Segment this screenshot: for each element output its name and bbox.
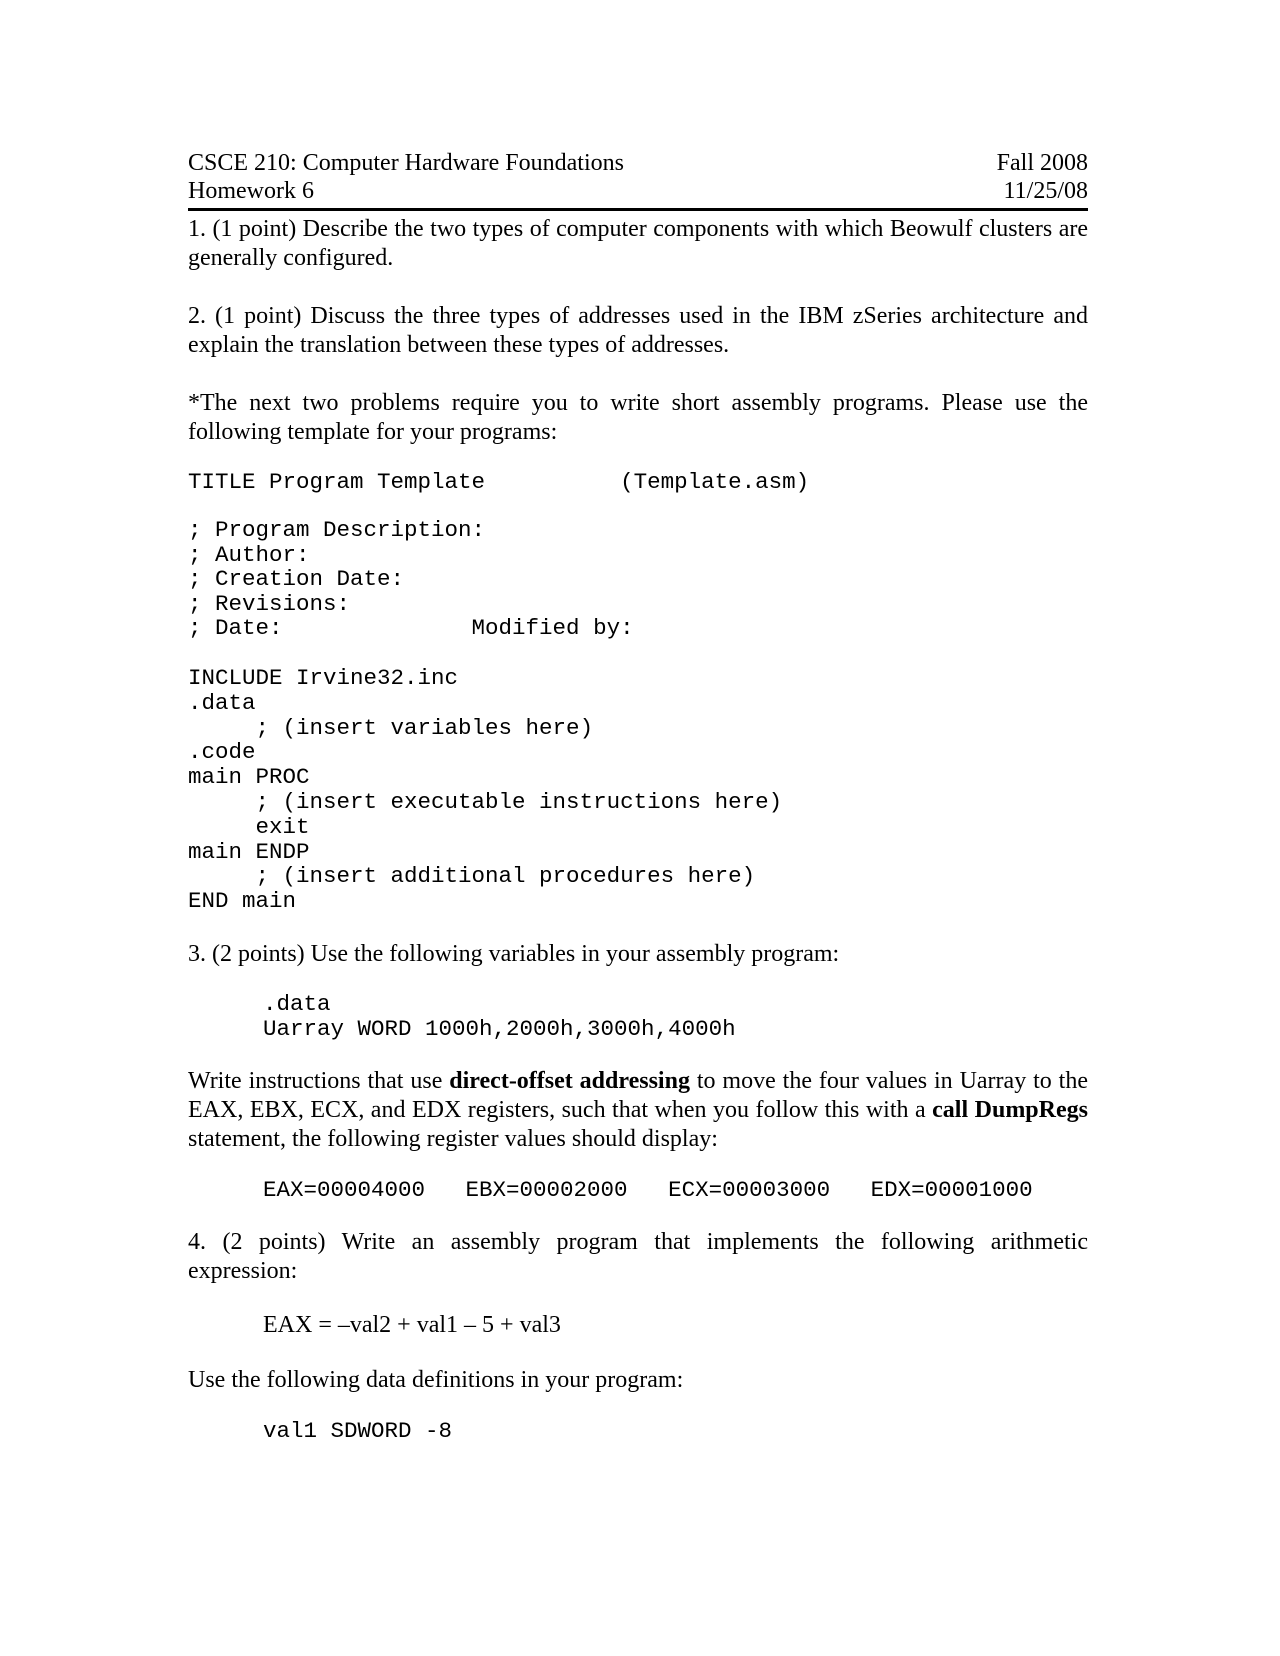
term-label: Fall 2008 <box>996 150 1088 176</box>
q3-body-part3: statement, the following register values should display: <box>188 1125 718 1152</box>
q3-bold-direct-offset: direct-offset addressing <box>449 1067 690 1094</box>
date-label: 11/25/08 <box>1003 178 1088 204</box>
q3-bold-call-dumpregs: call DumpRegs <box>932 1096 1088 1123</box>
template-note: *The next two problems require you to write short assembly programs. Please use the following template for your programs: <box>188 390 1088 445</box>
header-row-2 <box>188 177 1088 205</box>
header-divider <box>188 208 1088 211</box>
q3-body-part2: to move the four values in Uarray to the EAX, EBX, ECX, and EDX registers, such that when you follow this with a <box>188 1067 1088 1123</box>
question-2: 2. (1 point) Discuss the three types of addresses used in the IBM zSeries architecture and explain the translation between these types of addresses. <box>188 303 1088 358</box>
template-code: INCLUDE Irvine32.inc .data ; (insert variables here) .code main PROC ; (insert executable instructions here) exit main ENDP ; (insert additional procedures here) END main <box>188 664 783 915</box>
assignment-title: Homework 6 <box>188 178 314 204</box>
course-title: CSCE 210: Computer Hardware Foundations <box>188 150 624 176</box>
q3-body-part1: Write instructions that use <box>188 1067 450 1094</box>
header-row-1 <box>188 149 1088 177</box>
template-title-line: TITLE Program Template (Template.asm) <box>188 469 810 495</box>
question-3-body <box>188 1067 1088 1154</box>
arithmetic-expression: EAX = –val2 + val1 – 5 + val3 <box>263 1311 561 1338</box>
template-comments: ; Program Description: ; Author: ; Creation Date: ; Revisions: ; Date: Modified by: <box>188 517 634 642</box>
question-4-data-def: val1 SDWORD -8 <box>263 1417 453 1444</box>
register-values: EAX=00004000 EBX=00002000 ECX=00003000 EDX=00001000 <box>263 1176 1033 1203</box>
question-4-data-intro: Use the following data definitions in your program: <box>188 1366 684 1393</box>
question-3-data-code: .data Uarray WORD 1000h,2000h,3000h,4000h <box>263 990 736 1042</box>
question-1: 1. (1 point) Describe the two types of computer components with which Beowulf clusters are generally configured. <box>188 216 1088 271</box>
question-4-intro: 4. (2 points) Write an assembly program that implements the following arithmetic expression: <box>188 1228 1088 1284</box>
homework-document <box>188 149 1088 1444</box>
question-3-intro: 3. (2 points) Use the following variables in your assembly program: <box>188 940 840 967</box>
